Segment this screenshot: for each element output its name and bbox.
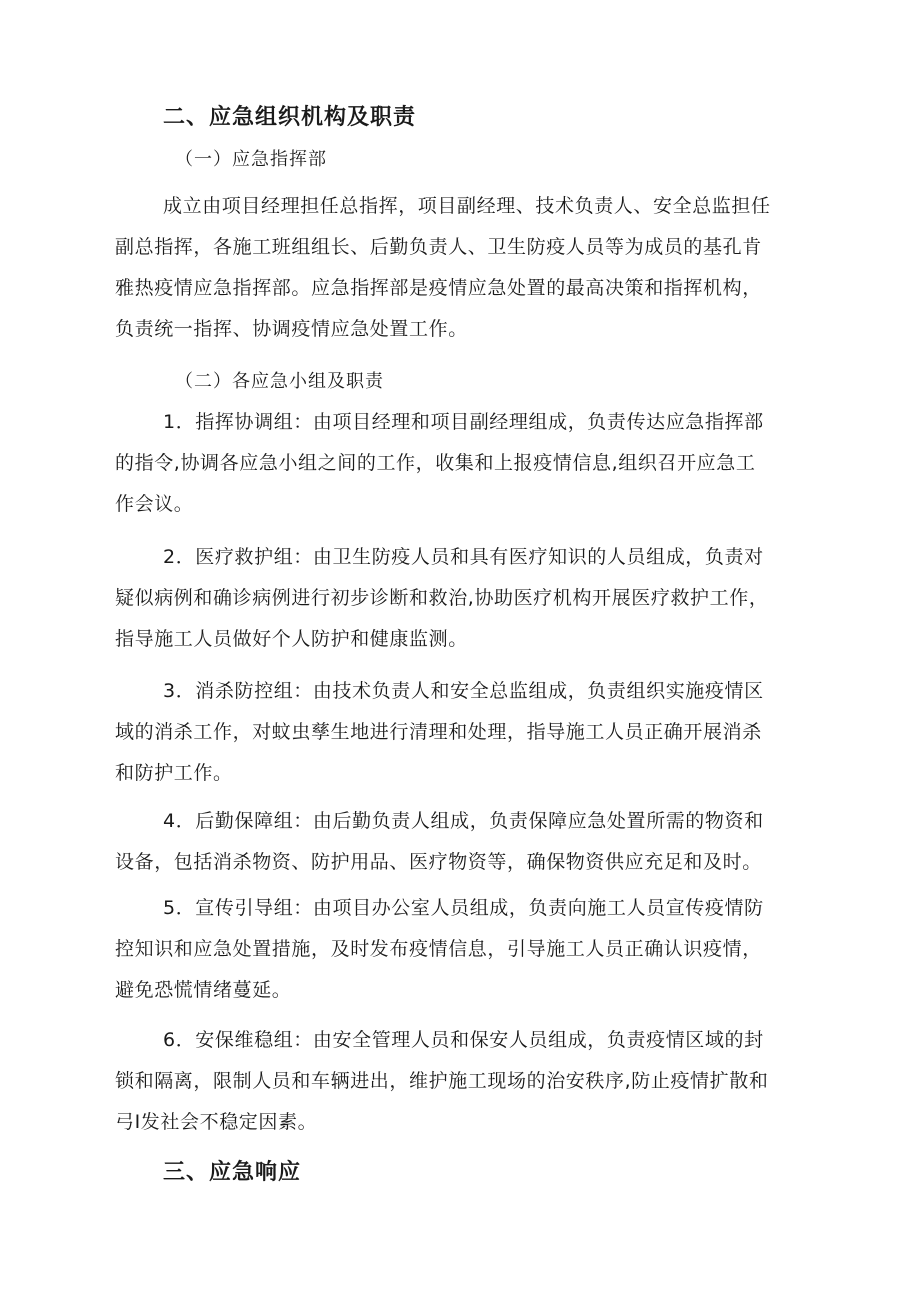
paragraph-command-center <box>115 186 835 350</box>
text-line: 2．医疗救护组：由卫生防疫人员和具有医疗知识的人员组成，负责对 <box>163 546 764 568</box>
paragraph-item-1 <box>115 402 835 525</box>
subheading-command-center: （一）应急指挥部 <box>175 149 327 170</box>
section-heading-2: 二、应急组织机构及职责 <box>163 105 417 130</box>
text-line: 域的消杀工作，对蚊虫孳生地进行清理和处理，指导施工人员正确开展消杀 <box>115 721 762 743</box>
text-line: 成立由项目经理担任总指挥，项目副经理、技术负责人、安全总监担任 <box>163 195 771 217</box>
text-line: 弓I发社会不稳定因素。 <box>115 1111 318 1133</box>
paragraph-item-3 <box>115 671 835 794</box>
paragraph-item-5 <box>115 888 835 1011</box>
text-line: 3．消杀防控组：由技术负责人和安全总监组成，负责组织实施疫情区 <box>163 680 764 702</box>
text-line: 4．后勤保障组：由后勤负责人组成，负责保障应急处置所需的物资和 <box>163 810 764 832</box>
text-line: 副总指挥，各施工班组组长、后勤负责人、卫生防疫人员等为成员的基孔肯 <box>115 236 762 258</box>
text-line: 的指令,协调各应急小组之间的工作，收集和上报疫情信息,组织召开应急工 <box>115 452 756 474</box>
text-line: 避免恐慌情绪蔓延。 <box>115 979 292 1001</box>
section-heading-3: 三、应急响应 <box>163 1160 302 1185</box>
paragraph-item-4 <box>115 801 835 883</box>
paragraph-item-6 <box>115 1020 835 1143</box>
text-line: 5．宣传引导组：由项目办公室人员组成，负责向施工人员宣传疫情防 <box>163 897 764 919</box>
subheading-teams: （二）各应急小组及职责 <box>175 371 384 392</box>
paragraph-item-2 <box>115 537 835 660</box>
text-line: 指导施工人员做好个人防护和健康监测。 <box>115 628 468 650</box>
text-line: 设备，包括消杀物资、防护用品、医疗物资等，确保物资供应充足和及时。 <box>115 851 762 873</box>
text-line: 锁和隔离，限制人员和车辆进出，维护施工现场的治安秩序,防止疫情扩散和 <box>115 1070 769 1092</box>
text-line: 1．指挥协调组：由项目经理和项目副经理组成，负责传达应急指挥部 <box>163 411 764 433</box>
text-line: 雅热疫情应急指挥部。应急指挥部是疫情应急处置的最高决策和指挥机构， <box>115 277 762 299</box>
text-line: 负责统一指挥、协调疫情应急处置工作。 <box>115 318 468 340</box>
text-line: 6．安保维稳组：由安全管理人员和保安人员组成，负责疫情区域的封 <box>163 1029 764 1051</box>
text-line: 和防护工作。 <box>115 762 233 784</box>
text-line: 控知识和应急处置措施，及时发布疫情信息，引导施工人员正确认识疫情， <box>115 938 762 960</box>
text-line: 疑似病例和确诊病例进行初步诊断和救治,协助医疗机构开展医疗救护工作， <box>115 587 769 609</box>
text-line: 作会议。 <box>115 493 194 515</box>
